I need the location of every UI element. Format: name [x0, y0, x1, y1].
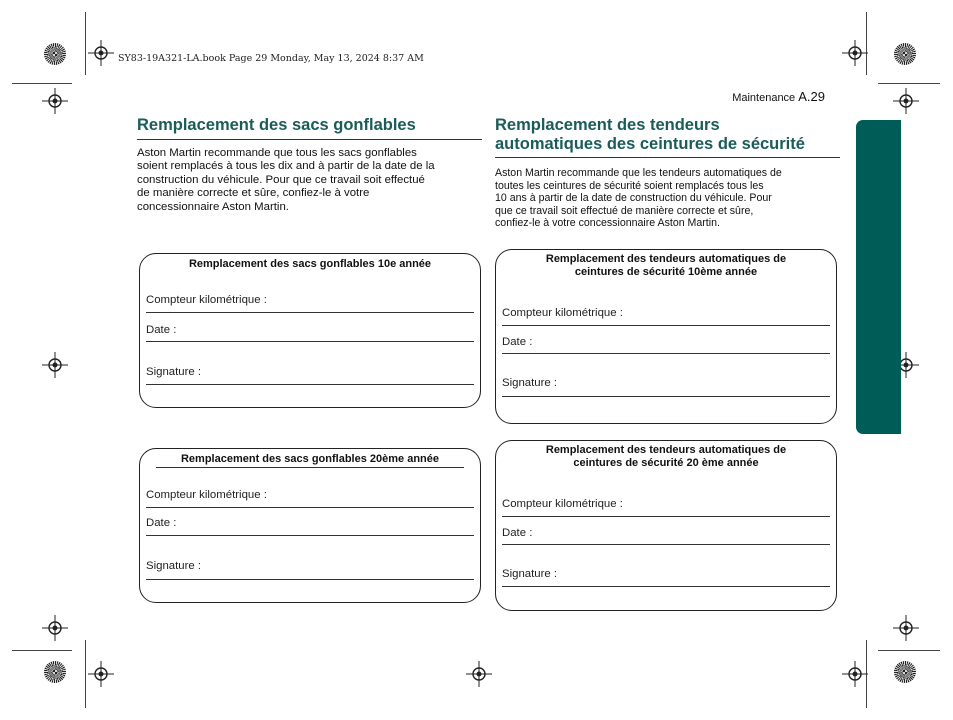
airbag-20-year-box: [139, 448, 481, 603]
registration-mark-icon: [88, 40, 114, 66]
date-line[interactable]: [146, 341, 474, 342]
section-thumb-tab: [856, 120, 901, 434]
registration-mark-icon: [842, 40, 868, 66]
box-title-line: Remplacement des tendeurs automatiques de: [545, 444, 787, 456]
signature-label: Signature :: [146, 560, 202, 572]
color-bar-icon: [894, 661, 916, 683]
crop-mark-icon: [12, 650, 72, 651]
paragraph-line: Aston Martin recommande que les tendeurs automatiques de: [495, 167, 782, 179]
section-name: Maintenance: [732, 92, 796, 104]
box-title: [496, 253, 836, 279]
date-label: Date :: [146, 517, 177, 529]
page-header: [732, 89, 825, 104]
page-number: A.29: [798, 89, 825, 104]
paragraph-line: Aston Martin recommande que tous les sacs gonflables: [137, 147, 417, 159]
color-bar-icon: [44, 661, 66, 683]
right-heading-rule: [495, 157, 840, 158]
crop-mark-icon: [12, 83, 72, 84]
signature-label: Signature :: [502, 377, 558, 389]
odometer-line[interactable]: [502, 516, 830, 517]
crop-mark-icon: [85, 640, 86, 708]
date-line[interactable]: [502, 353, 830, 354]
left-heading-rule: [137, 139, 482, 140]
box-title-line: Remplacement des sacs gonflables 20ème année: [180, 453, 439, 465]
crop-mark-icon: [878, 650, 940, 651]
paragraph-line: de manière correcte et sûre, confiez-le à votre: [137, 187, 370, 200]
date-label: Date :: [502, 336, 533, 348]
pretensioner-20-year-box: [495, 440, 837, 611]
date-line[interactable]: [502, 544, 830, 545]
signature-line[interactable]: [146, 579, 474, 580]
right-heading: [495, 116, 840, 154]
odometer-line[interactable]: [502, 325, 830, 326]
color-bar-icon: [44, 43, 66, 65]
paragraph-line: toutes les ceintures de sécurité soient remplacés tous les: [495, 179, 764, 192]
crop-mark-icon: [878, 83, 940, 84]
odometer-line[interactable]: [146, 507, 474, 508]
signature-label: Signature :: [146, 366, 202, 378]
paragraph-line: que ce travail soit effectué de manière correcte et sûre,: [495, 204, 754, 217]
pretensioner-10-year-box: [495, 249, 837, 424]
signature-line[interactable]: [502, 586, 830, 587]
color-bar-icon: [894, 43, 916, 65]
slug-line: SY83-19A321-LA.book Page 29 Monday, May 13, 2024 8:37 AM: [118, 53, 424, 64]
date-label: Date :: [502, 527, 533, 539]
paragraph-line: soient remplacés à tous les dix and à partir de la date de la: [137, 160, 435, 173]
registration-mark-icon: [466, 661, 492, 687]
registration-mark-icon: [88, 661, 114, 687]
registration-mark-icon: [42, 615, 68, 641]
crop-mark-icon: [85, 12, 86, 75]
box-title-line: Remplacement des tendeurs automatiques de: [545, 253, 787, 265]
box-title-line: ceintures de sécurité 10ème année: [574, 266, 758, 278]
airbag-10-year-box: [139, 253, 481, 408]
title-underline: [156, 467, 464, 468]
left-heading: Remplacement des sacs gonflables: [137, 116, 416, 134]
odometer-label: Compteur kilométrique :: [146, 294, 267, 306]
odometer-label: Compteur kilométrique :: [502, 307, 623, 319]
registration-mark-icon: [893, 615, 919, 641]
date-label: Date :: [146, 324, 177, 336]
right-paragraph: [495, 167, 840, 230]
box-title: [140, 258, 480, 271]
box-title-line: Remplacement des sacs gonflables 10e année: [188, 258, 432, 270]
box-title: [140, 453, 480, 466]
registration-mark-icon: [842, 661, 868, 687]
signature-label: Signature :: [502, 568, 558, 580]
odometer-line[interactable]: [146, 312, 474, 313]
left-paragraph: [137, 147, 485, 214]
paragraph-line: construction du véhicule. Pour que ce travail soit effectué: [137, 173, 425, 186]
date-line[interactable]: [146, 535, 474, 536]
paragraph-line: 10 ans à partir de la date de construction du véhicule. Pour: [495, 192, 772, 205]
paragraph-line: concessionnaire Aston Martin.: [137, 200, 289, 213]
heading-line: automatiques des ceintures de sécurité: [495, 135, 805, 153]
paragraph-line: confiez-le à votre concessionnaire Aston Martin.: [495, 217, 720, 230]
registration-mark-icon: [893, 88, 919, 114]
odometer-label: Compteur kilométrique :: [146, 489, 267, 501]
signature-line[interactable]: [146, 384, 474, 385]
registration-mark-icon: [42, 352, 68, 378]
box-title-line: ceintures de sécurité 20 ème année: [573, 457, 759, 469]
odometer-label: Compteur kilométrique :: [502, 498, 623, 510]
heading-line: Remplacement des tendeurs: [495, 116, 720, 134]
box-title: [496, 444, 836, 470]
registration-mark-icon: [42, 88, 68, 114]
signature-line[interactable]: [502, 396, 830, 397]
